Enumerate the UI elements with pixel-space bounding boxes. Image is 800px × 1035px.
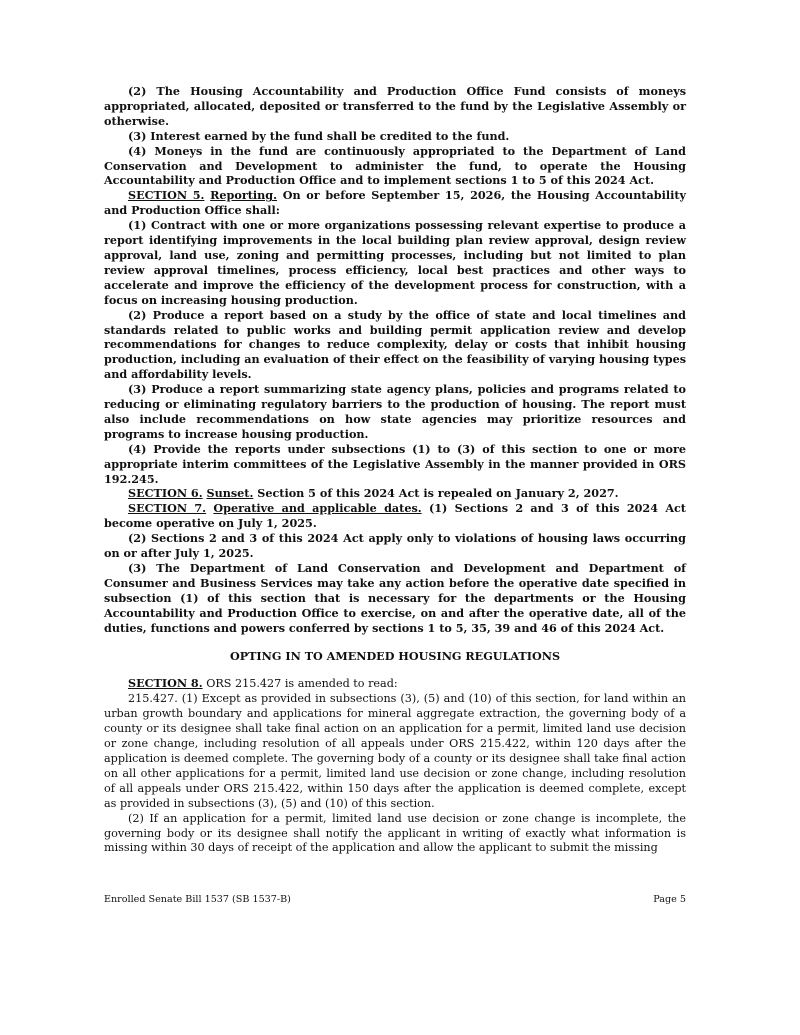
- section-6-text: Section 5 of this 2024 Act is repealed on January 2, 2027.: [257, 486, 619, 501]
- section-6: [104, 486, 686, 501]
- section-7-subsection-2: (2) Sections 2 and 3 of this 2024 Act apply only to violations of housing laws occurring on or after July 1, 2025.: [104, 531, 686, 561]
- section-6-label: SECTION 6.: [128, 486, 203, 501]
- footer-bill-name: Enrolled Senate Bill 1537 (SB 1537-B): [104, 894, 291, 905]
- page-footer: [104, 894, 686, 905]
- section-8-subsection-2: (2) If an application for a permit, limited land use decision or zone change is incomplete, the governing body or its designee shall notify the applicant in writing of exactly what information is missing within 30 days of receipt of the application and allow the applicant to submit the missing: [104, 811, 686, 855]
- footer-page-number: Page 5: [653, 894, 686, 905]
- part-heading: OPTING IN TO AMENDED HOUSING REGULATIONS: [229, 648, 561, 663]
- paragraph-fund-composition: (2) The Housing Accountability and Production Office Fund consists of moneys appropriated, allocated, deposited or transferred to the fund by the Legislative Assembly or otherwise.: [104, 84, 686, 128]
- paragraph-fund-interest: (3) Interest earned by the fund shall be credited to the fund.: [128, 128, 510, 143]
- section-5-text: On or before September 15, 2026, the Housing Accountability and Production Office shall:: [104, 188, 686, 218]
- document-page: [104, 84, 686, 856]
- section-7-title: Operative and applicable dates.: [213, 501, 422, 516]
- section-7: [104, 501, 686, 531]
- section-5-subsection-1: (1) Contract with one or more organizations possessing relevant expertise to produce a report identifying improvements in the local building plan review approval, design review approval, land use, zoning and permitting processes, including but not limited to plan review approval timelines, process efficiency, local best practices and other ways to accelerate and improve the efficiency of the development process for construction, with a focus on increasing housing production.: [104, 218, 686, 307]
- section-7-label: SECTION 7.: [128, 501, 207, 516]
- section-8-label: SECTION 8.: [128, 676, 203, 691]
- section-8-text: ORS 215.427 is amended to read:: [206, 677, 398, 691]
- section-5-heading: [104, 188, 686, 218]
- section-8-subsection-1: 215.427. (1) Except as provided in subsections (3), (5) and (10) of this section, for land within an urban growth boundary and applications for mineral aggregate extraction, the governing body of a county or its designee shall take final action on an application for a permit, limited land use decision or zone change, including resolution of all appeals under ORS 215.422, within 120 days after the application is deemed complete. The governing body of a county or its designee shall take final action on all other applications for a permit, limited land use decision or zone change, including resolution of all appeals under ORS 215.422, within 150 days after the application is deemed complete, except as provided in subsections (3), (5) and (10) of this section.: [104, 692, 686, 810]
- section-6-title: Sunset.: [206, 486, 254, 501]
- section-8: [104, 676, 686, 692]
- section-7-text: (1) Sections 2 and 3 of this 2024 Act become operative on July 1, 2025.: [104, 501, 686, 531]
- section-7-subsection-3: (3) The Department of Land Conservation and Development and Department of Consumer and Business Services may take any action before the operative date specified in subsection (1) of this section that is necessary for the departments or the Housing Accountability and Production Office to exercise, on and after the operative date, all of the duties, functions and powers conferred by sections 1 to 5, 35, 39 and 46 of this 2024 Act.: [104, 561, 686, 635]
- section-5-subsection-2: (2) Produce a report based on a study by the office of state and local timelines and standards related to public works and building permit application review and develop recommendations for changes to reduce complexity, delay or costs that inhibit housing production, including an evaluation of their effect on the feasibility of varying housing types and affordability levels.: [104, 307, 686, 382]
- section-5-title: Reporting.: [210, 188, 277, 203]
- section-5-label: SECTION 5.: [128, 188, 205, 203]
- section-5-subsection-4: (4) Provide the reports under subsections (1) to (3) of this section to one or more appropriate interim committees of the Legislative Assembly in the manner provided in ORS 192.245.: [104, 441, 686, 486]
- paragraph-fund-appropriation: (4) Moneys in the fund are continuously appropriated to the Department of Land Conservation and Development to administer the fund, to operate the Housing Accountability and Production Office and to implement sections 1 to 5 of this 2024 Act.: [104, 143, 686, 188]
- section-5-subsection-3: (3) Produce a report summarizing state agency plans, policies and programs related to reducing or eliminating regulatory barriers to the production of housing. The report must also include recommendations on how state agencies may prioritize resources and programs to increase housing production.: [104, 382, 686, 441]
